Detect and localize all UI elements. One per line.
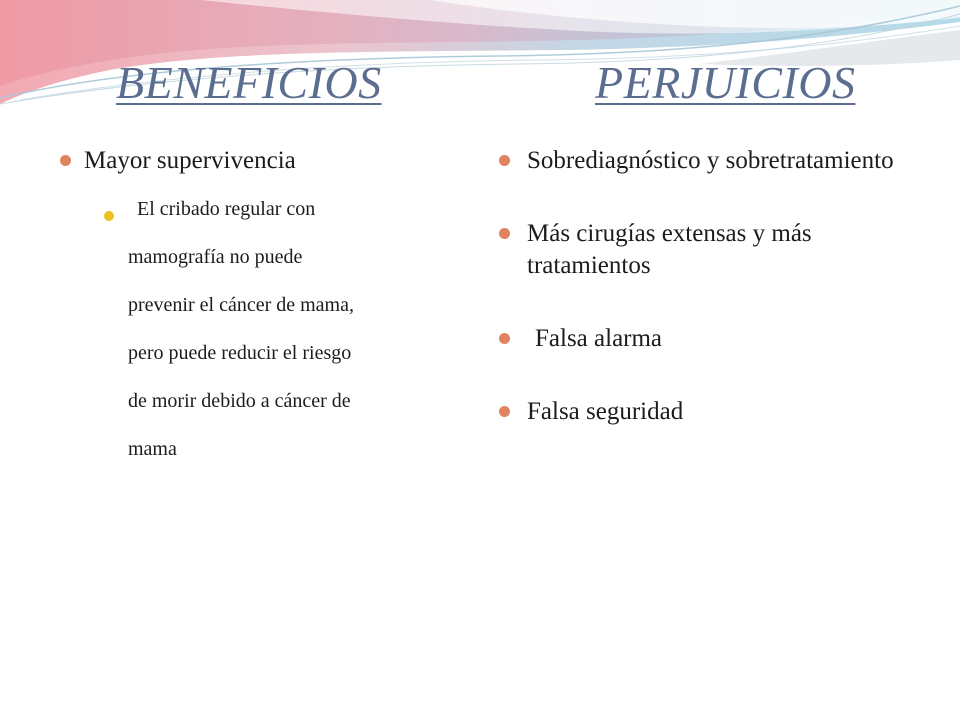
sub-text-line-5: de morir debido a cáncer de	[128, 390, 351, 412]
bullet-icon	[499, 155, 510, 166]
benefit-main-text: Mayor supervivencia	[84, 147, 296, 174]
harms-list	[499, 145, 909, 428]
bullet-icon	[499, 228, 510, 239]
list-item-falsa-alarma	[499, 323, 909, 355]
harm-text: Falsa seguridad	[527, 398, 684, 425]
bullet-icon	[499, 333, 510, 344]
list-item-falsa-seguridad	[499, 396, 909, 428]
harm-text: Falsa alarma	[535, 325, 663, 352]
sub-text-line-2: mamografía no puede	[128, 246, 303, 268]
benefits-list	[60, 145, 460, 487]
harms-heading: PERJUICIOS	[595, 57, 856, 108]
bullet-icon	[60, 155, 71, 166]
sub-bullet-icon	[104, 211, 114, 221]
bullet-icon	[499, 406, 510, 417]
sub-text-line-4: pero puede reducir el riesgo	[128, 342, 352, 364]
list-item-sobrediagnostico	[499, 145, 909, 177]
list-item-mayor-supervivencia	[60, 145, 460, 177]
harm-text: Sobrediagnóstico y sobretratamiento	[527, 147, 894, 174]
list-item-cirugias	[499, 218, 909, 282]
list-item-cribado	[106, 199, 460, 487]
sub-text-line-3: prevenir el cáncer de mama,	[128, 294, 354, 316]
sub-text-line-1: El cribado regular con	[137, 198, 316, 220]
benefits-heading: BENEFICIOS	[116, 57, 382, 108]
sub-text-line-6: mama	[128, 438, 177, 460]
benefit-sub-text	[128, 185, 468, 473]
harm-text: Más cirugías extensas y más tratamientos	[527, 220, 812, 279]
